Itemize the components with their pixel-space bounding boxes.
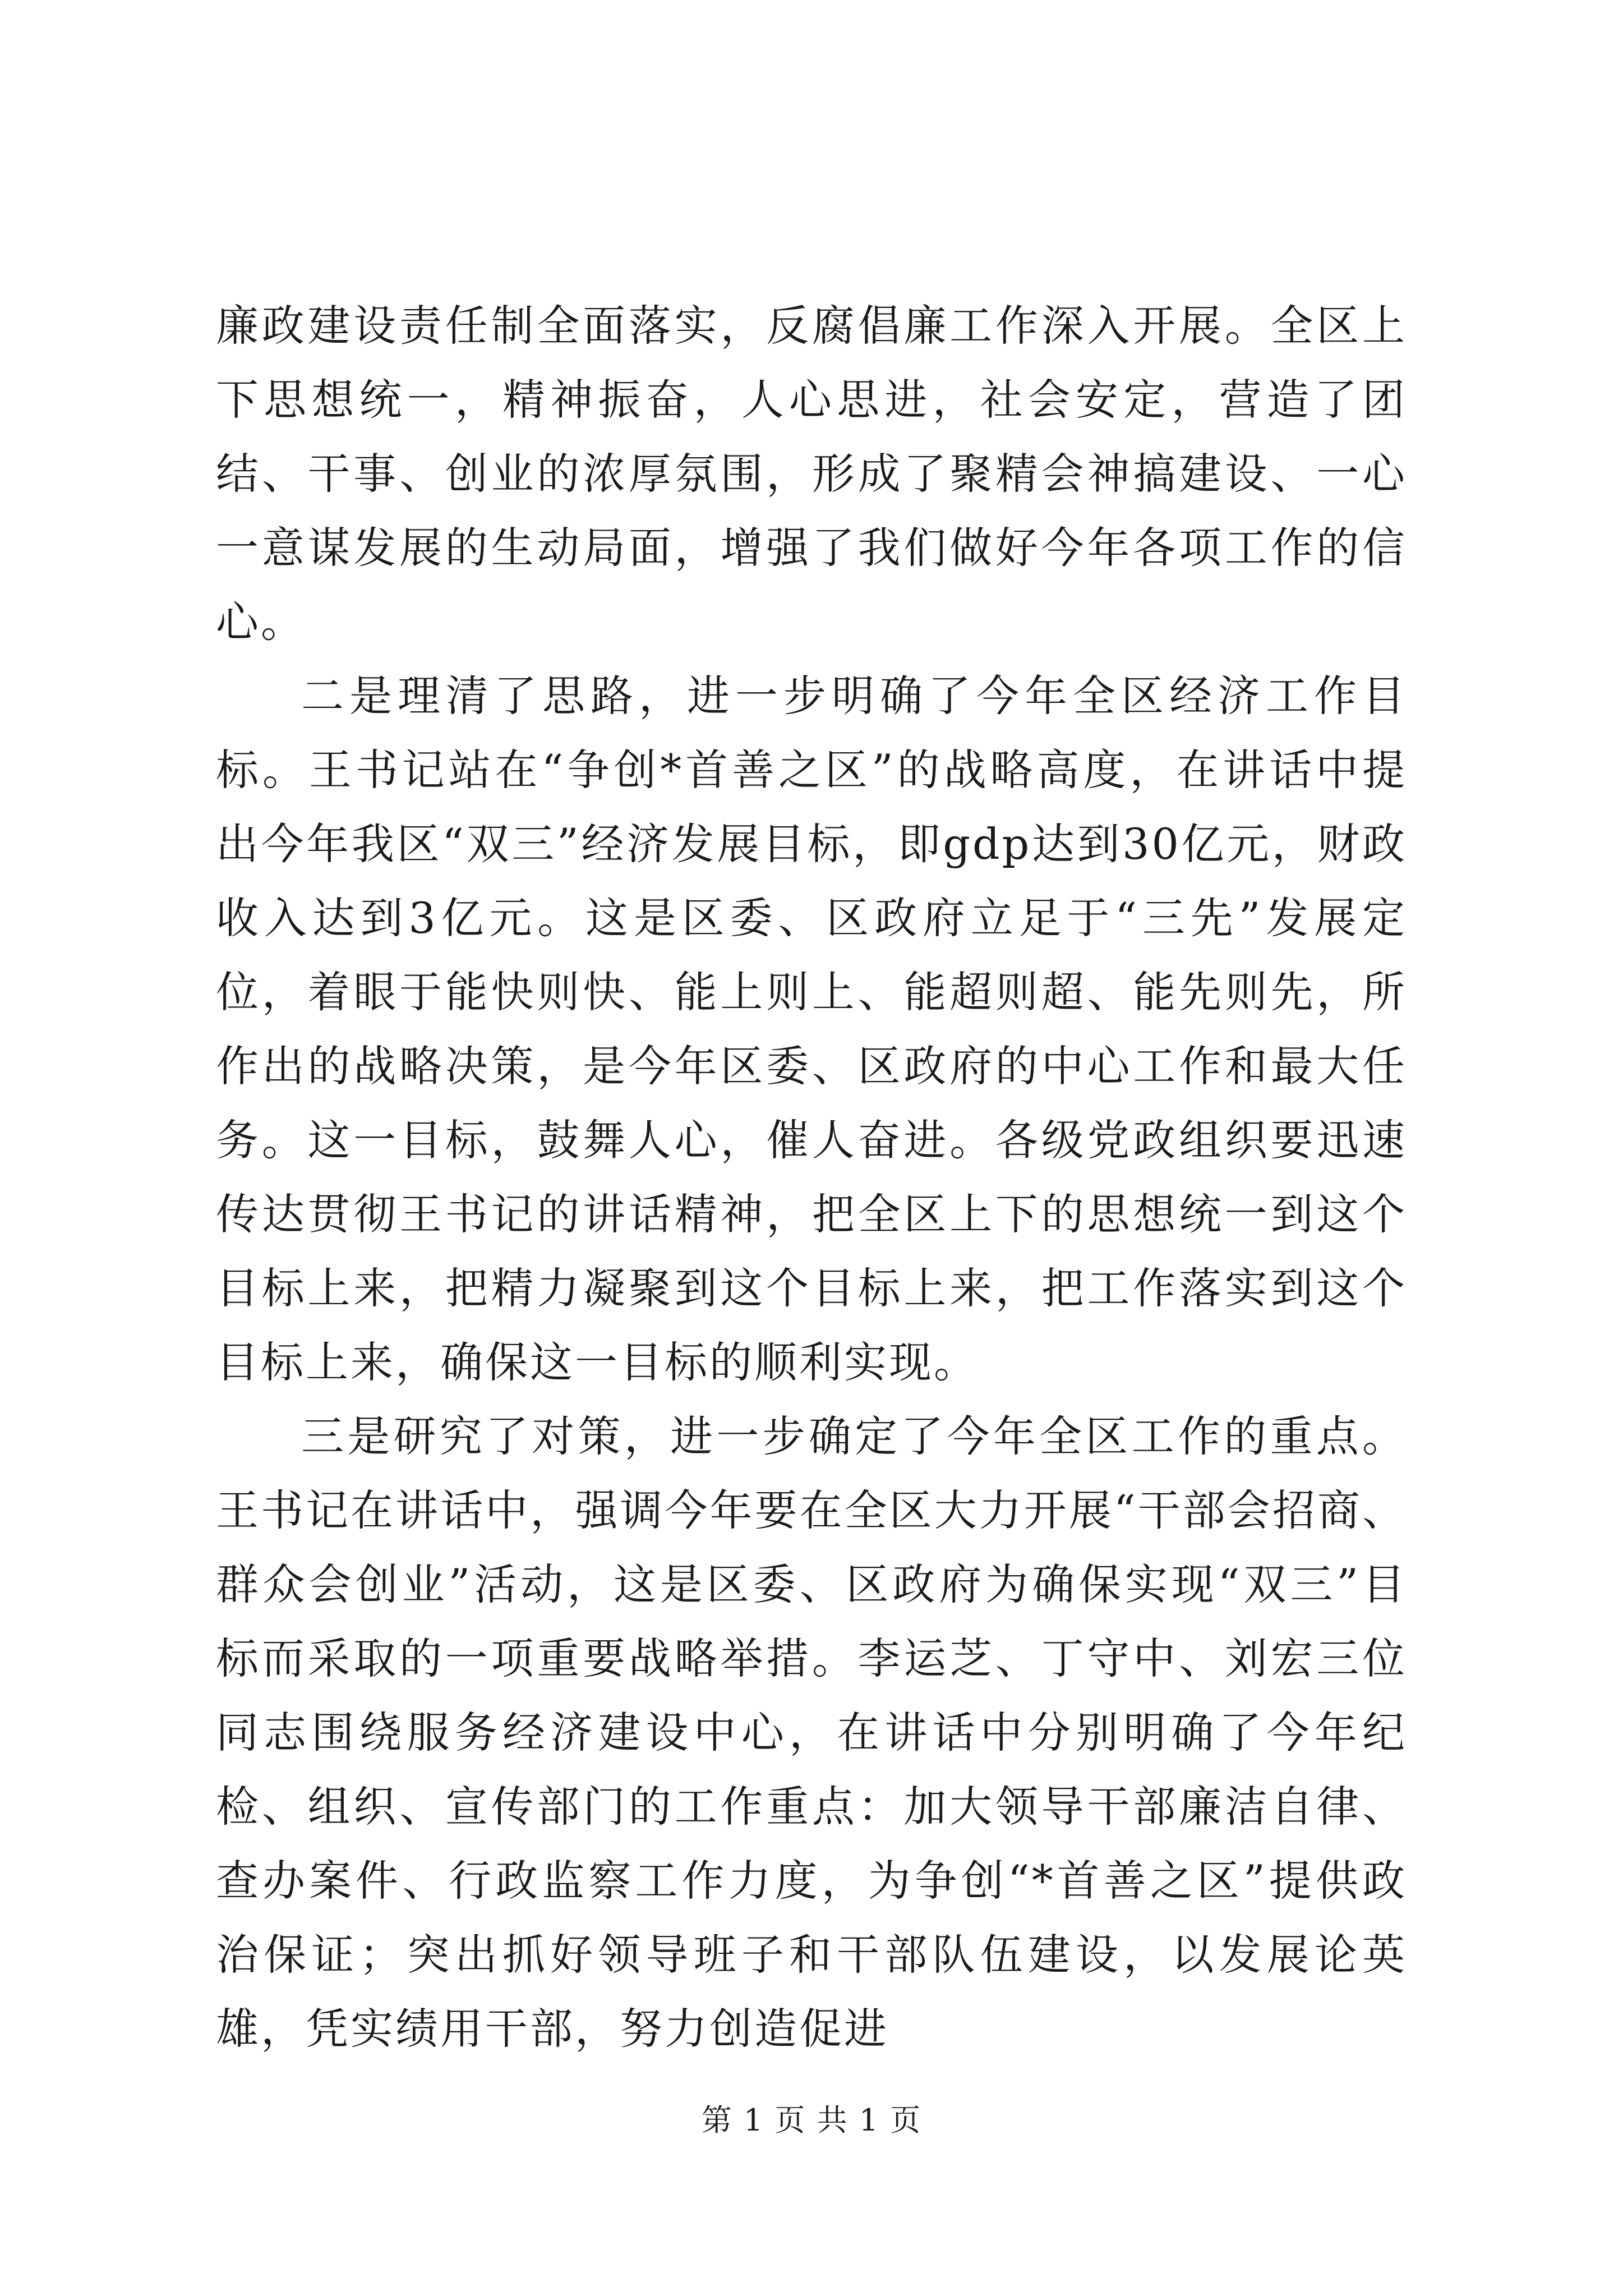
paragraph-economic-goals: 二是理清了思路，进一步明确了今年全区经济工作目标。王书记站在“争创*首善之区”的战略高度，在讲话中提出今年我区“双三”经济发展目标，即gdp达到30亿元，财政收入达到3亿元。这是区委、区政府立足于“三先”发展定位，着眼于能快则快、能上则上、能超则超、能先则先，所作出的战略决策，是今年区委、区政府的中心工作和最大任务。这一目标，鼓舞人心，催人奋进。各级党政组织要迅速传达贯彻王书记的讲话精神，把全区上下的思想统一到这个目标上来，把精力凝聚到这个目标上来，把工作落实到这个目标上来，确保这一目标的顺利实现。 bbox=[216, 671, 1407, 1387]
document-body bbox=[216, 289, 1407, 2066]
paragraph-continuation: 廉政建设责任制全面落实，反腐倡廉工作深入开展。全区上下思想统一，精神振奋，人心思进，社会安定，营造了团结、干事、创业的浓厚氛围，形成了聚精会神搞建设、一心一意谋发展的生动局面，增强了我们做好今年各项工作的信心。 bbox=[216, 301, 1407, 647]
page-number-footer: 第 1 页 共 1 页 bbox=[701, 2102, 922, 2138]
paragraph-work-priorities: 三是研究了对策，进一步确定了今年全区工作的重点。王书记在讲话中，强调今年要在全区大力开展“干部会招商、群众会创业”活动，这是区委、区政府为确保实现“双三”目标而采取的一项重要战略举措。李运芝、丁守中、刘宏三位同志围绕服务经济建设中心，在讲话中分别明确了今年纪检、组织、宣传部门的工作重点：加大领导干部廉洁自律、查办案件、行政监察工作力度，为争创“*首善之区”提供政治保证；突出抓好领导班子和干部队伍建设，以发展论英雄，凭实绩用干部，努力创造促进 bbox=[216, 1411, 1407, 2054]
